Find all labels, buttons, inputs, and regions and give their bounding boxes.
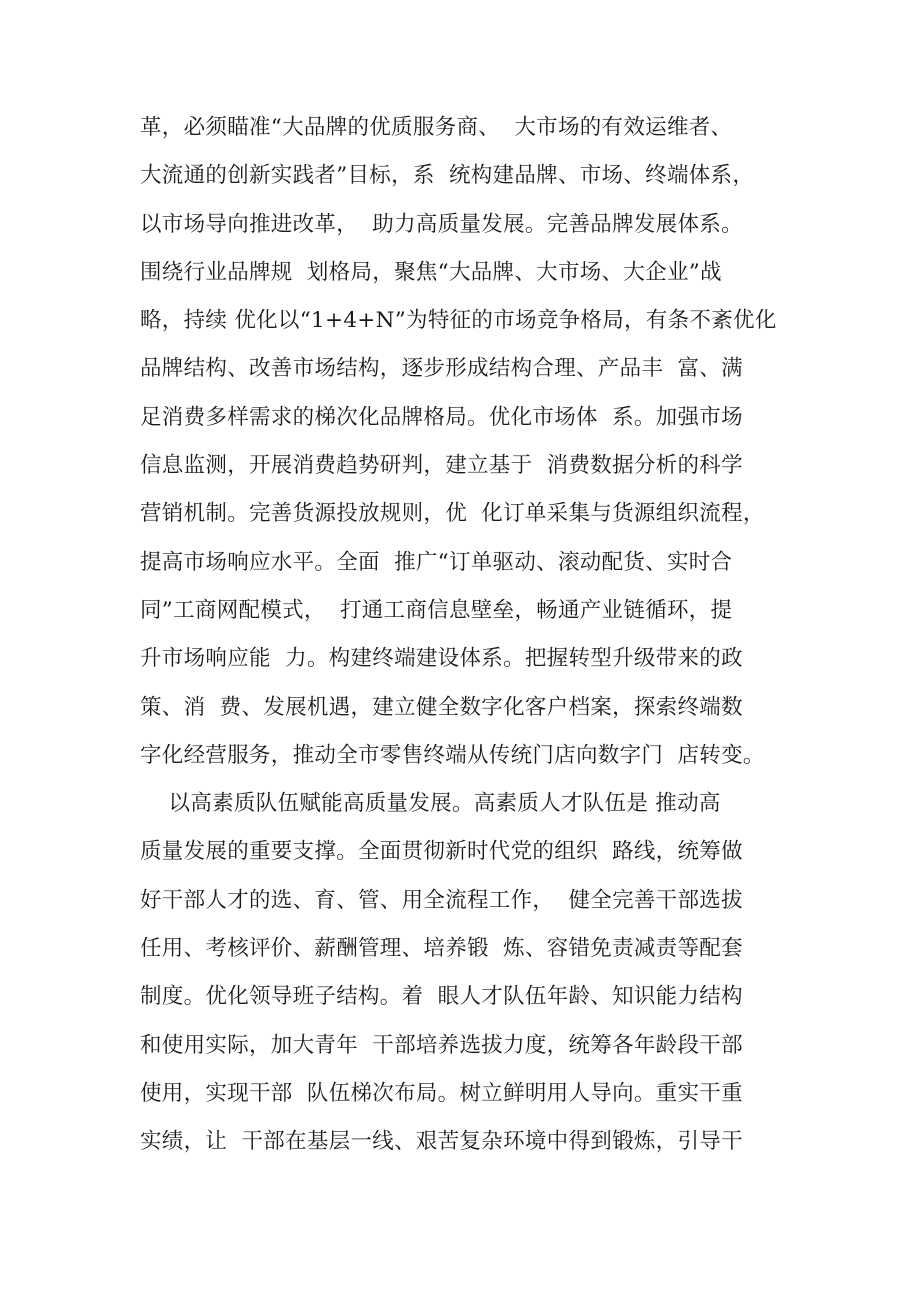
text-line-7: 足消费多样需求的梯次化品牌格局。优化市场体 系。加强市场	[140, 404, 743, 430]
text-line-8: 信息监测，开展消费趋势研判，建立基于 消费数据分析的科学	[140, 453, 743, 479]
text-line-9: 营销机制。完善货源投放规则，优 化订单采集与货源组织流程，	[140, 501, 765, 527]
text-line-5: 略，持续 优化以“1+4+N”为特征的市场竞争格局，有条不紊优化	[140, 308, 777, 334]
text-line-6: 品牌结构、改善市场结构，逐步形成结构合理、产品丰 富、满	[140, 356, 743, 382]
text-line-12: 升市场响应能 力。构建终端建设体系。把握转型升级带来的政	[140, 646, 743, 672]
text-line-19: 制度。优化领导班子结构。着 眼人才队伍年龄、知识能力结构	[140, 984, 743, 1010]
text-line-13: 策、消 费、发展机遇，建立健全数字化客户档案，探索终端数	[140, 694, 743, 720]
text-line-18: 任用、考核评价、薪酬管理、培养锻 炼、容错免责减责等配套	[140, 936, 743, 962]
text-line-17: 好干部人才的选、育、管、用全流程工作， 健全完善干部选拔	[140, 887, 743, 913]
text-line-15: 以高素质队伍赋能高质量发展。高素质人才队伍是 推动高	[140, 791, 721, 817]
text-line-22: 实绩，让 干部在基层一线、艰苦复杂环境中得到锻炼，引导干	[140, 1129, 743, 1155]
text-line-14: 字化经营服务，推动全市零售终端从传统门店向数字门 店转变。	[140, 742, 765, 768]
text-line-20: 和使用实际，加大青年 干部培养选拔力度，统筹各年龄段干部	[140, 1032, 743, 1058]
text-line-16: 质量发展的重要支撑。全面贯彻新时代党的组织 路线，统筹做	[140, 839, 743, 865]
text-line-1: 革，必须瞄准“大品牌的优质服务商、 大市场的有效运维者、	[140, 115, 733, 140]
text-line-10: 提高市场响应水平。全面 推广“订单驱动、滚动配货、实时合	[140, 549, 733, 575]
text-line-3: 以市场导向推进改革， 助力高质量发展。完善品牌发展体系。	[140, 211, 743, 237]
body-text	[140, 104, 800, 1167]
text-line-21: 使用，实现干部 队伍梯次布局。树立鲜明用人导向。重实干重	[140, 1080, 743, 1106]
text-line-11: 同”工商网配模式， 打通工商信息壁垒，畅通产业链循环，提	[140, 597, 733, 623]
text-line-4: 围绕行业品牌规 划格局，聚焦“大品牌、大市场、大企业”战	[140, 259, 722, 285]
text-line-2: 大流通的创新实践者”目标，系 统构建品牌、市场、终端体系，	[140, 163, 755, 189]
